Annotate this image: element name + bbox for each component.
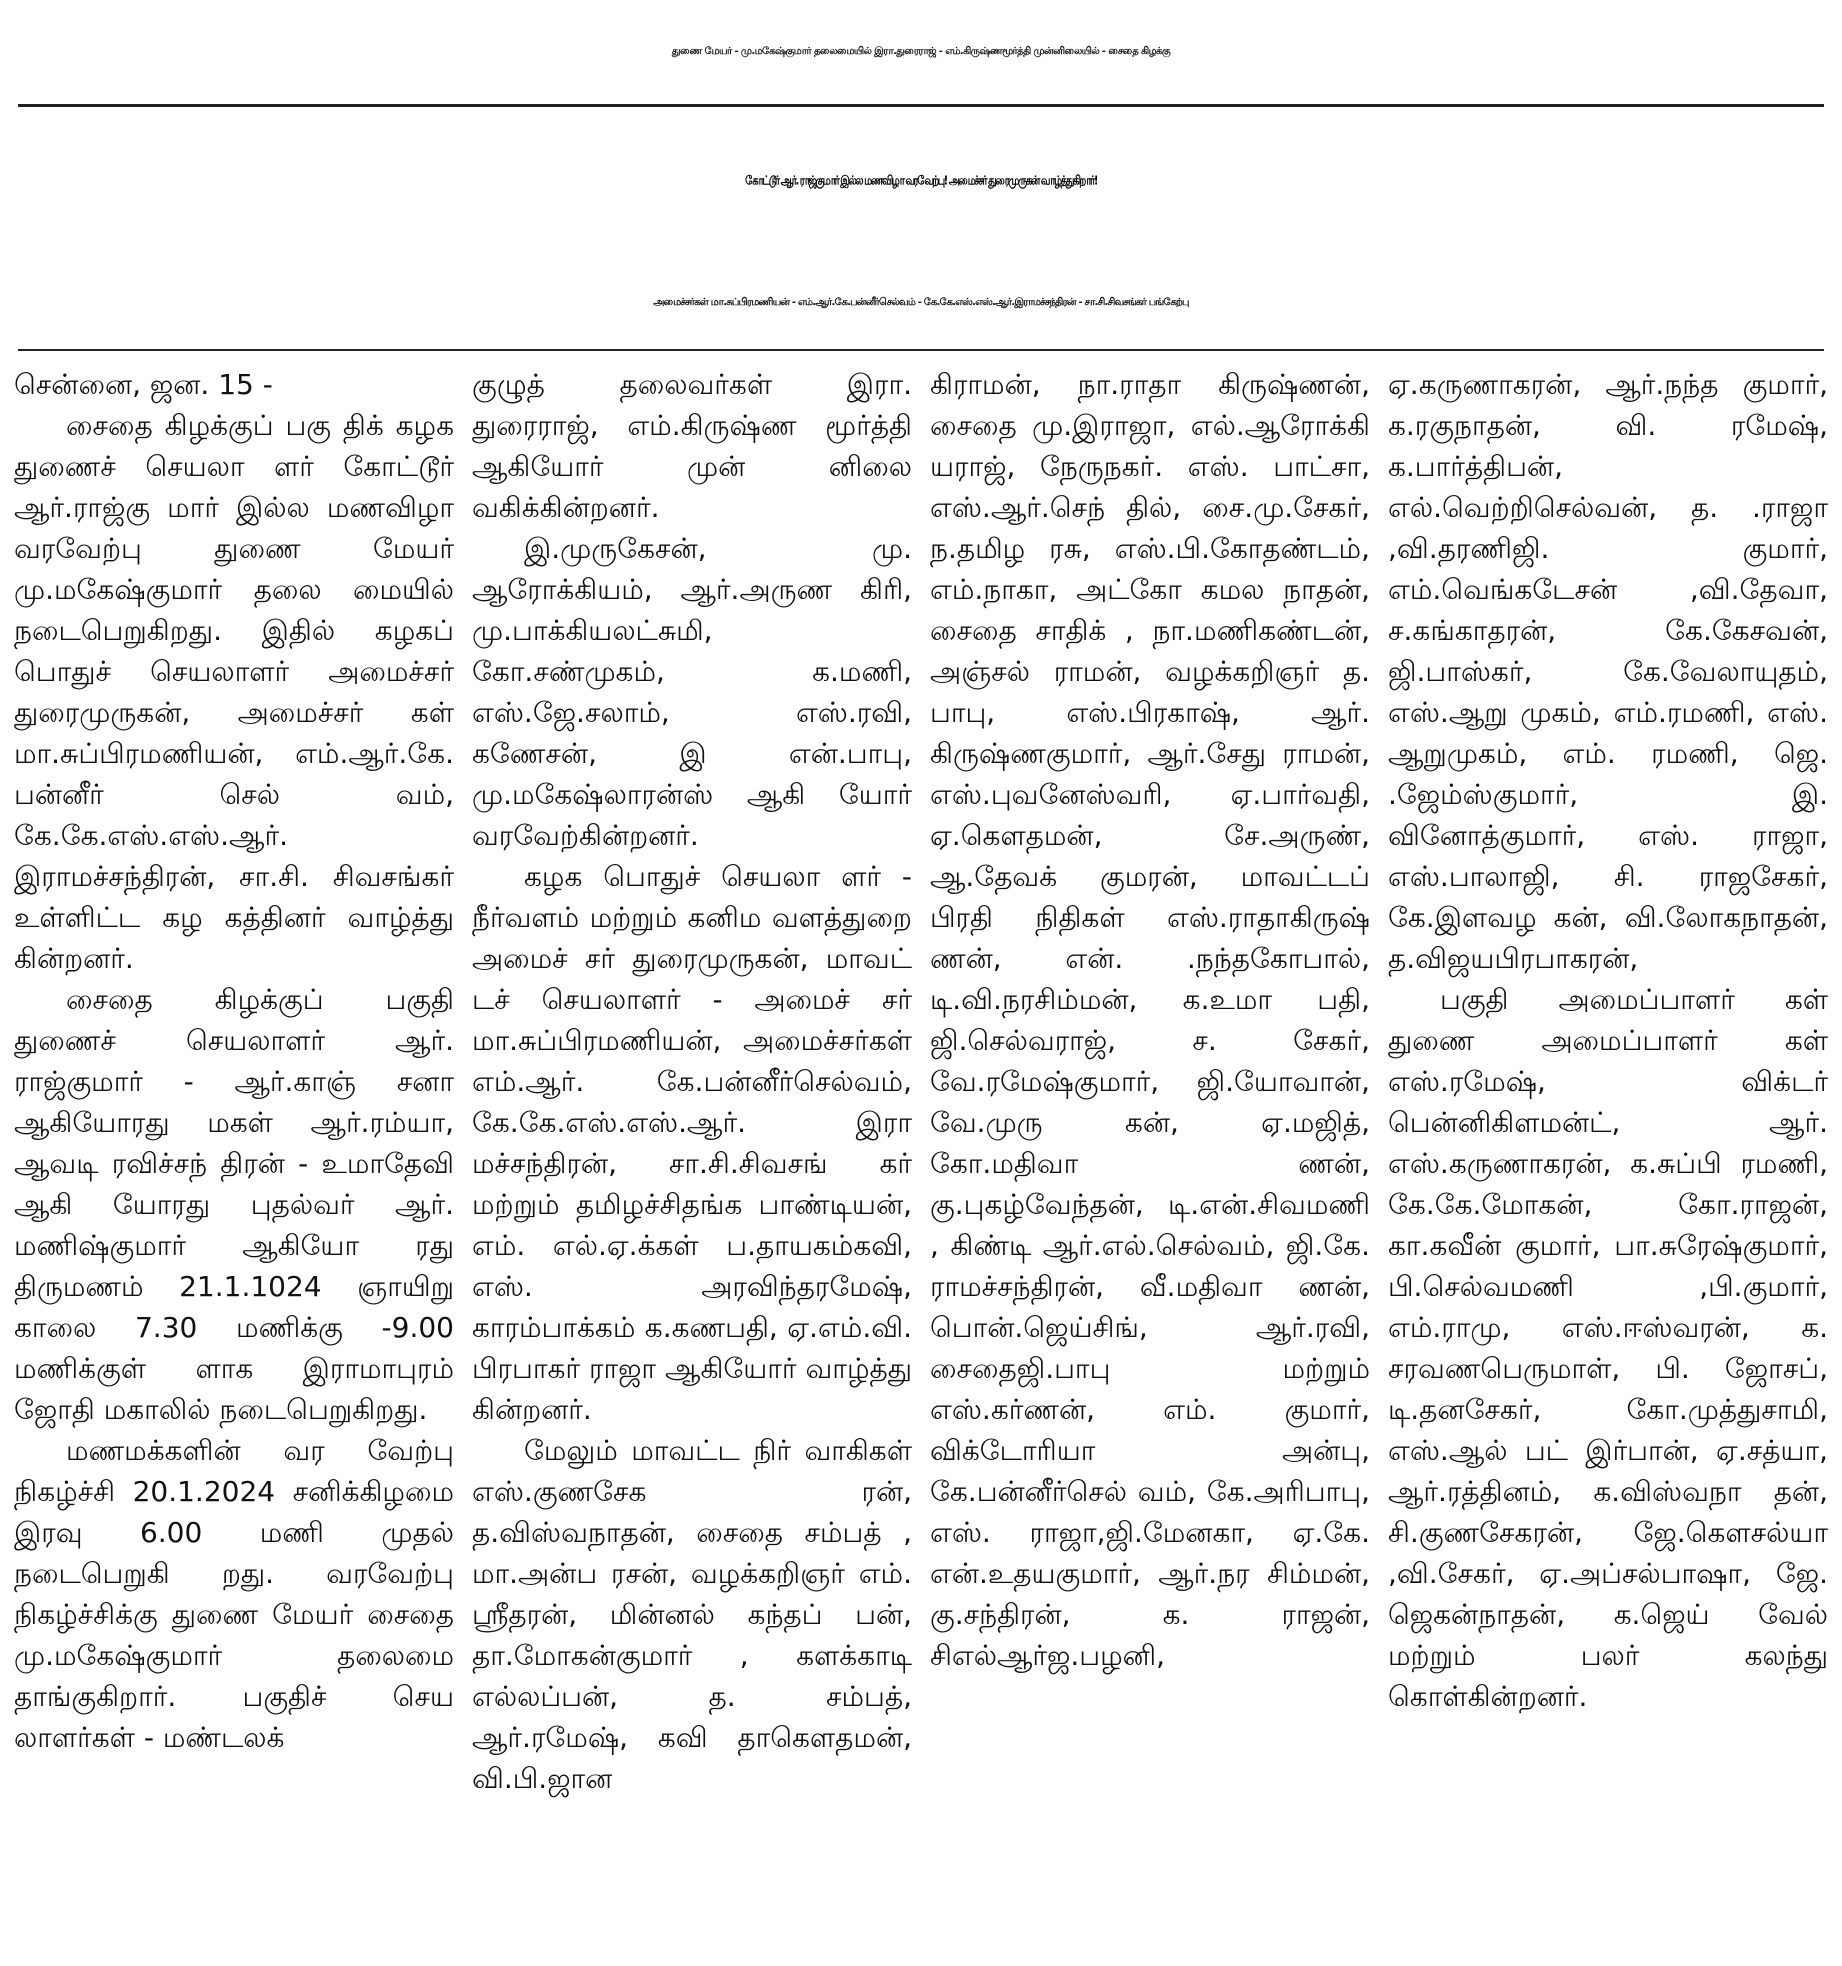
headline: கோட்டூர் ஆர். ராஜ்குமார் இல்ல மணவிழா வரவேற்பு! அமைச்சர் துரைமுருகன் வாழ்த்துகிறார்!: [745, 174, 1097, 189]
article-column-4: [1388, 364, 1828, 1962]
paragraph: குழுத் தலைவர்கள் இரா. துரைராஜ், எம்.கிருஷ்ண மூர்த்தி ஆகியோர் முன் னிலை வகிக்கின்றனர்.: [472, 368, 912, 524]
paragraph: மேலும் மாவட்ட நிர் வாகிகள் எஸ்.குணசேக ரன், த.விஸ்வநாதன், சைதை சம்பத் , மா.அன்ப ரசன், வழக்கறிஞர் எம். ஸ்ரீதரன், மின்னல் கந்தப் பன், தா.மோகன்குமார் , களக்காடி எல்லப்பன், த. சம்பத், ஆர்.ரமேஷ், கவி தாகௌதமன், வி.பி.ஜான: [472, 1434, 912, 1795]
kicker-line: துணை மேயர் - மு.மகேஷ்குமார் தலைமையில் இரா.துரைராஜ் - எம்.கிருஷ்ணமூர்த்தி முன்னிலையில் - சைதை கிழக்கு: [18, 0, 1824, 107]
paragraph: சைதை கிழக்குப் பகு திக் கழக துணைச் செயலா ளர் கோட்டூர் ஆர்.ராஜ்கு மார் இல்ல மணவிழா வரவேற்பு துணை மேயர் மு.மகேஷ்குமார் தலை மையில் நடைபெறுகிறது. இதில் கழகப் பொதுச் செயலாளர் அமைச்சர் துரைமுருகன், அமைச்சர் கள் மா.சுப்பிரமணியன், எம்.ஆர்.கே. பன்னீர் செல் வம், கே.கே.எஸ்.எஸ்.ஆர். இராமச்சந்திரன், சா.சி. சிவசங்கர் உள்ளிட்ட கழ கத்தினர் வாழ்த்து கின்றனர்.: [14, 409, 454, 975]
paragraph: இ.முருகேசன், மு. ஆரோக்கியம், ஆர்.அருண கிரி, மு.பாக்கியலட்சுமி, கோ.சண்முகம், க.மணி, எஸ்.ஜே.சலாம், எஸ்.ரவி, கணேசன், இ என்.பாபு, மு.மகேஷ்லாரன்ஸ் ஆகி யோர் வரவேற்கின்றனர்.: [472, 532, 912, 852]
subheadline: அமைச்சர்கள் மா.சுப்பிரமணியன் - எம்.ஆர்.கே.பன்னீர்செல்வம் - கே.கே.எஸ்.எஸ்.ஆர்.இராமச்சந்திரன் - சா.சி.சிவசங்கர் பங்கேற்பு: [18, 257, 1824, 351]
article-column-1: [14, 364, 454, 1962]
paragraph: பகுதி அமைப்பாளர் கள் துணை அமைப்பாளர் கள் எஸ்.ரமேஷ், விக்டர் பென்னிகிளமன்ட், ஆர். எஸ்.கருணாகரன், க.சுப்பி ரமணி, கே.கே.மோகன், கோ.ராஜன், கா.கவீன் குமார், பா.சுரேஷ்குமார், பி.செல்வமணி ,பி.குமார், எம்.ராமு, எஸ்.ஈஸ்வரன், க. சரவணபெருமாள், பி. ஜோசப், டி.தனசேகர், கோ.முத்துசாமி, எஸ்.ஆல் பட் இர்பான், ஏ.சத்யா, ஆர்.ரத்தினம், க.விஸ்வநா தன், சி.குணசேகரன், ஜே.கௌசல்யா ,வி.சேகர், ஏ.அப்சல்பாஷா, ஜே. ஜெகன்நாதன், க.ஜெய் வேல் மற்றும் பலர் கலந்து கொள்கின்றனர்.: [1388, 983, 1828, 1713]
paragraph: ஏ.கருணாகரன், ஆர்.நந்த குமார், க.ரகுநாதன், வி. ரமேஷ், க.பார்த்திபன், எல்.வெற்றிசெல்வன், த. .ராஜா ,வி.தரணிஜி. குமார், எம்.வெங்கடேசன் ,வி.தேவா, ச.கங்காதரன், கே.கேசவன், ஜி.பாஸ்கர், கே.வேலாயுதம், எஸ்.ஆறு முகம், எம்.ரமணி, எஸ். ஆறுமுகம், எம். ரமணி, ஜெ. .ஜேம்ஸ்குமார், இ. வினோத்குமார், எஸ். ராஜா, எஸ்.பாலாஜி, சி. ராஜசேகர், கே.இளவழ கன், வி.லோகநாதன், த.விஜயபிரபாகரன்,: [1388, 368, 1828, 975]
article-column-2: [472, 364, 912, 1962]
paragraph: கிராமன், நா.ராதா கிருஷ்ணன், சைதை மு.இராஜா, எல்.ஆரோக்கி யராஜ், நேருநகர். எஸ். பாட்சா, எஸ்.ஆர்.செந் தில், சை.மு.சேகர், ந.தமிழ ரசு, எஸ்.பி.கோதண்டம், எம்.நாகா, அட்கோ கமல நாதன், சைதை சாதிக் , நா.மணிகண்டன், அஞ்சல் ராமன், வழக்கறிஞர் த. பாபு, எஸ்.பிரகாஷ், ஆர். கிருஷ்ணகுமார், ஆர்.சேது ராமன், எஸ்.புவனேஸ்வரி, ஏ.பார்வதி, ஏ.கௌதமன், சே.அருண், ஆ.தேவக் குமரன், மாவட்டப் பிரதி நிதிகள் எஸ்.ராதாகிருஷ் ணன், என். .நந்தகோபால், டி.வி.நரசிம்மன், க.உமா பதி, ஜி.செல்வராஜ், ச. சேகர், வே.ரமேஷ்குமார், ஜி.யோவான், வே.முரு கன், ஏ.மஜித், கோ.மதிவா ணன், கு.புகழ்வேந்தன், டி.என்.சிவமணி , கிண்டி ஆர்.எல்.செல்வம், ஜி.கே. ராமச்சந்திரன், வீ.மதிவா ணன், பொன்.ஜெய்சிங், ஆர்.ரவி, சைதைஜி.பாபு மற்றும் எஸ்.கர்ணன், எம். குமார், விக்டோரியா அன்பு, கே.பன்னீர்செல் வம், கே.அரிபாபு, எஸ். ராஜா,ஜி.மேனகா, ஏ.கே. என்.உதயகுமார், ஆர்.நர சிம்மன், கு.சந்திரன், க. ராஜன், சிஎல்ஆர்ஜ.பழனி,: [930, 368, 1370, 1672]
paragraph: சைதை கிழக்குப் பகுதி துணைச் செயலாளர் ஆர். ராஜ்குமார் - ஆர்.காஞ் சனா ஆகியோரது மகள் ஆர்.ரம்யா, ஆவடி ரவிச்சந் திரன் - உமாதேவி ஆகி யோரது புதல்வர் ஆர். மணிஷ்குமார் ஆகியோ ரது திருமணம் 21.1.1024 ஞாயிறு காலை 7.30 மணிக்கு -9.00 மணிக்குள் ளாக இராமாபுரம் ஜோதி மகாலில் நடைபெறுகிறது.: [14, 983, 454, 1426]
article-body: [14, 364, 1828, 1962]
paragraph: கழக பொதுச் செயலா ளர் - நீர்வளம் மற்றும் கனிம வளத்துறை அமைச் சர் துரைமுருகன், மாவட் டச் செயலாளர் - அமைச் சர் மா.சுப்பிரமணியன், அமைச்சர்கள் எம்.ஆர். கே.பன்னீர்செல்வம், கே.கே.எஸ்.எஸ்.ஆர். இரா மச்சந்திரன், சா.சி.சிவசங் கர் மற்றும் தமிழச்சிதங்க பாண்டியன், எம். எல்.ஏ.க்கள் ப.தாயகம்கவி, எஸ். அரவிந்தரமேஷ், காரம்பாக்கம் க.கணபதி, ஏ.எம்.வி. பிரபாகர் ராஜா ஆகியோர் வாழ்த்து கின்றனர்.: [472, 860, 912, 1426]
article-column-3: [930, 364, 1370, 1962]
paragraph: மணமக்களின் வர வேற்பு நிகழ்ச்சி 20.1.2024 சனிக்கிழமை இரவு 6.00 மணி முதல் நடைபெறுகி றது. வரவேற்பு நிகழ்ச்சிக்கு துணை மேயர் சைதை மு.மகேஷ்குமார் தலைமை தாங்குகிறார். பகுதிச் செய லாளர்கள் - மண்டலக்: [14, 1434, 454, 1754]
dateline: சென்னை, ஜன. 15 -: [14, 368, 273, 401]
